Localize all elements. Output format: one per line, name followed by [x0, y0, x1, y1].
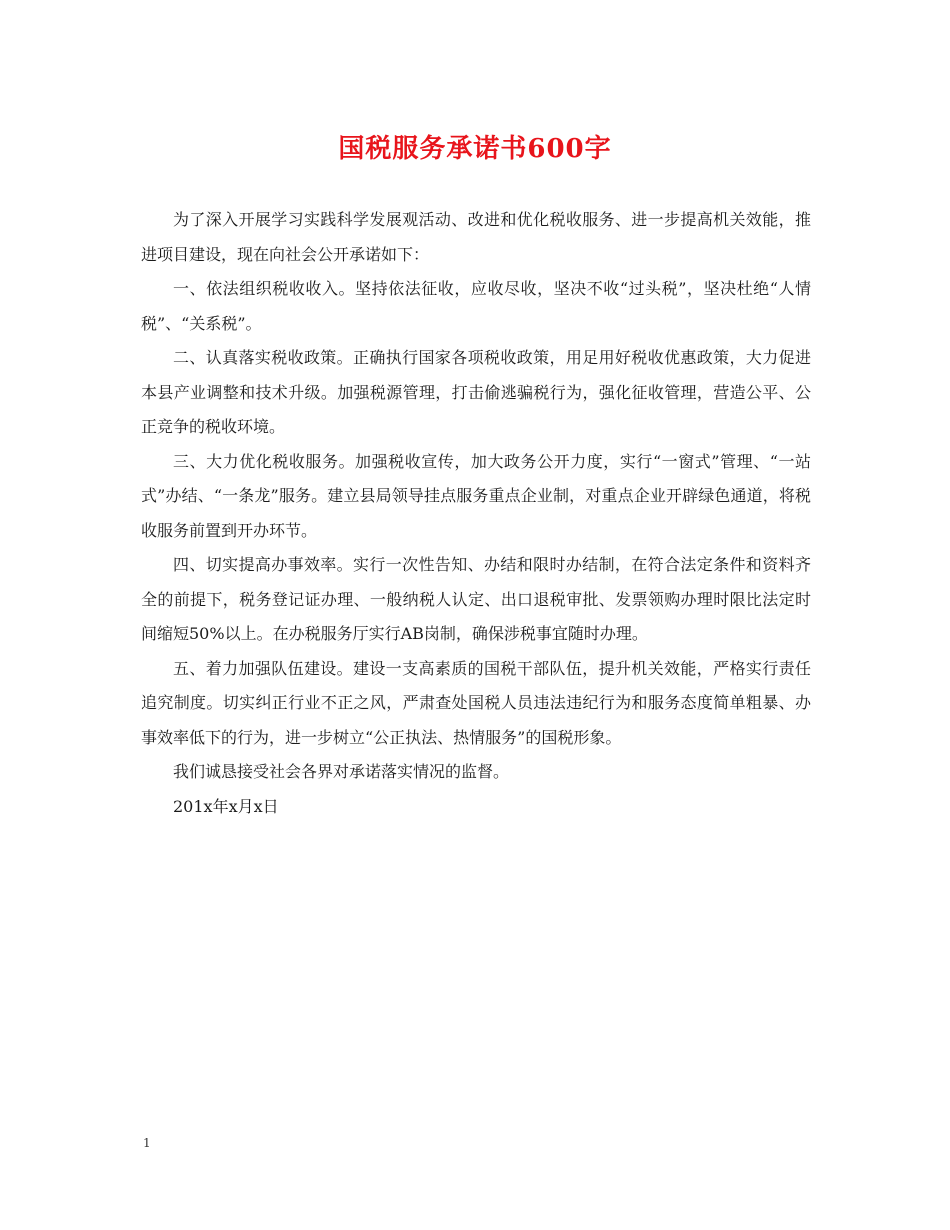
date-line: 201x年x月x日	[173, 796, 279, 816]
paragraph-item-5: 五、着力加强队伍建设。建设一支高素质的国税干部队伍，提升机关效能，严格实行责任追究制度。切实纠正行业不正之风，严肃查处国税人员违法违纪行为和服务态度简单粗暴、办事效率低下的行为，进一步树立“公正执法、热情服务”的国税形象。	[141, 658, 811, 747]
paragraph-item-1: 一、依法组织税收收入。坚持依法征收，应收尽收，坚决不收“过头税”，坚决杜绝“人情税”、“关系税”。	[141, 279, 811, 333]
paragraph-item-2: 二、认真落实税收政策。正确执行国家各项税收政策，用足用好税收优惠政策，大力促进本县产业调整和技术升级。加强税源管理，打击偷逃骗税行为，强化征收管理，营造公平、公正竞争的税收环境。	[141, 348, 811, 436]
paragraph-intro: 为了深入开展学习实践科学发展观活动、改进和优化税收服务、进一步提高机关效能，推进项目建设，现在向社会公开承诺如下：	[141, 210, 811, 264]
document-body	[141, 203, 811, 824]
paragraph-closing: 我们诚恳接受社会各界对承诺落实情况的监督。	[173, 762, 510, 781]
page-title: 国税服务承诺书600字	[338, 134, 612, 164]
paragraph-item-4: 四、切实提高办事效率。实行一次性告知、办结和限时办结制，在符合法定条件和资料齐全的前提下，税务登记证办理、一般纳税人认定、出口退税审批、发票领购办理时限比法定时间缩短50%以上。在办税服务厅实行AB岗制，确保涉税事宜随时办理。	[141, 555, 811, 643]
paragraph-item-3: 三、大力优化税收服务。加强税收宣传，加大政务公开力度，实行“一窗式”管理、“一站式”办结、“一条龙”服务。建立县局领导挂点服务重点企业制，对重点企业开辟绿色通道，将税收服务前置到开办环节。	[141, 451, 811, 540]
page-number: 1	[143, 1136, 151, 1150]
